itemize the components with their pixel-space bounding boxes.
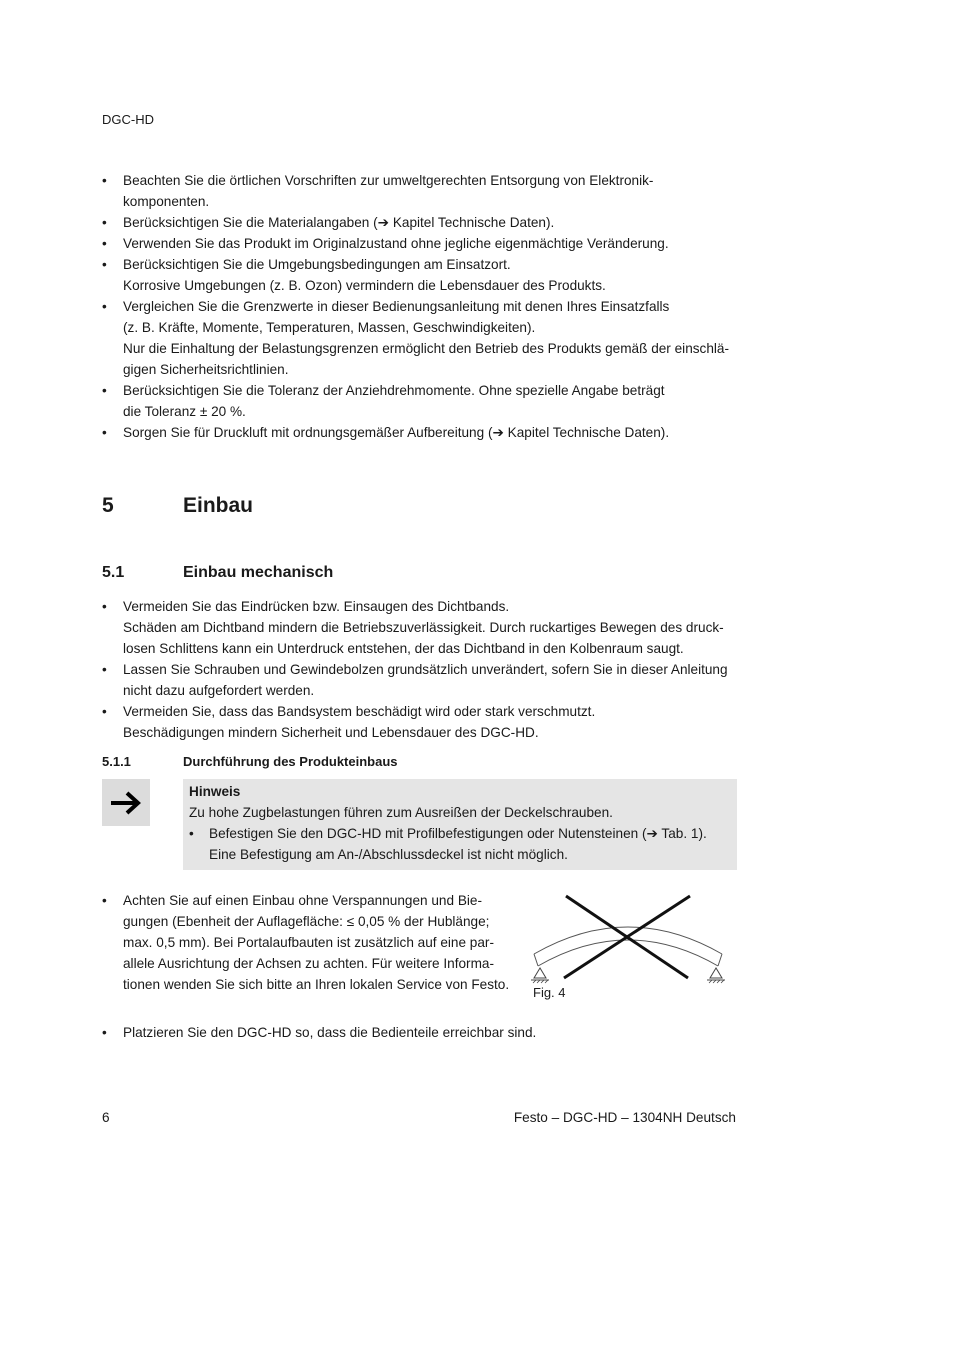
figure-caption: Fig. 4	[533, 985, 566, 1000]
bullet-dot: •	[102, 383, 107, 398]
list-item	[102, 596, 742, 659]
list-item-line: losen Schlittens kann ein Unterdruck entstehen, der das Dichtband in den Kolbenraum saugt.	[123, 641, 684, 656]
list-item	[102, 701, 742, 743]
arrow-right-icon	[109, 790, 143, 816]
subsection-title: Einbau mechanisch	[183, 564, 334, 581]
list-item	[102, 422, 742, 443]
running-header: DGC-HD	[102, 112, 154, 127]
note-box	[183, 779, 737, 870]
list-item-line: Beachten Sie die örtlichen Vorschriften zur umweltgerechten Entsorgung von Elektronik-	[123, 173, 654, 188]
bullet-dot: •	[189, 826, 194, 841]
bullet-dot: •	[102, 257, 107, 272]
list-item	[102, 659, 742, 701]
list-item-line: Lassen Sie Schrauben und Gewindebolzen grundsätzlich unverändert, sofern Sie in dieser Anleitung	[123, 662, 728, 677]
section-title: Einbau	[183, 494, 254, 517]
list-item-line: allele Ausrichtung der Achsen zu achten. Für weitere Informa-	[123, 956, 494, 971]
note-marker	[102, 779, 150, 826]
beam-bottom-edge	[538, 940, 718, 966]
bullet-dot: •	[102, 893, 107, 908]
note-bullet-line: Eine Befestigung am An-/Abschlussdeckel ist nicht möglich.	[209, 847, 568, 862]
list-item-line: Nur die Einhaltung der Belastungsgrenzen ermöglicht den Betrieb des Produkts gemäß der einschlä-	[123, 341, 730, 356]
list-item-line: Berücksichtigen Sie die Toleranz der Anziehdrehmomente. Ohne spezielle Angabe beträgt	[123, 383, 665, 398]
note-bullet-line: Befestigen Sie den DGC-HD mit Profilbefestigungen oder Nutensteinen (➔ Tab. 1).	[209, 826, 707, 841]
list-item-line: Platzieren Sie den DGC-HD so, dass die Bedienteile erreichbar sind.	[123, 1025, 537, 1040]
subsection-number: 5.1	[102, 564, 125, 581]
list-item-line: Berücksichtigen Sie die Umgebungsbedingungen am Einsatzort.	[123, 257, 511, 272]
bullet-dot: •	[102, 1025, 107, 1040]
note-title: Hinweis	[189, 784, 241, 799]
list-item-line: gungen (Ebenheit der Auflagefläche: ≤ 0,05 % der Hublänge;	[123, 914, 490, 929]
list-item-line: Achten Sie auf einen Einbau ohne Verspannungen und Bie-	[123, 893, 483, 908]
bullet-dot: •	[102, 599, 107, 614]
list-item-line: die Toleranz ± 20 %.	[123, 404, 246, 419]
list-item-line: nicht dazu aufgefordert werden.	[123, 683, 315, 698]
list-item-line: Korrosive Umgebungen (z. B. Ozon) vermindern die Lebensdauer des Produkts.	[123, 278, 606, 293]
bullet-dot: •	[102, 236, 107, 251]
list-item	[102, 380, 742, 422]
bullet-dot: •	[102, 173, 107, 188]
bullet-dot: •	[102, 425, 107, 440]
beam-right-end	[718, 954, 722, 966]
right-support-icon	[707, 968, 725, 983]
list-item	[102, 170, 742, 212]
list-item-line: (z. B. Kräfte, Momente, Temperaturen, Massen, Geschwindigkeiten).	[123, 320, 536, 335]
list-item	[102, 212, 742, 233]
bending-illustration	[528, 890, 728, 986]
bullet-dot: •	[102, 215, 107, 230]
bullet-dot: •	[102, 299, 107, 314]
list-item	[102, 1022, 742, 1043]
list-item-line: Berücksichtigen Sie die Materialangaben (➔ Kapitel Technische Daten).	[123, 215, 555, 230]
list-item-line: Vermeiden Sie das Eindrücken bzw. Einsaugen des Dichtbands.	[123, 599, 510, 614]
list-item-line: tionen wenden Sie sich bitte an Ihren lokalen Service von Festo.	[123, 977, 510, 992]
left-support-icon	[531, 968, 549, 983]
list-item	[102, 254, 742, 296]
subsubsection-number: 5.1.1	[102, 754, 131, 769]
list-item-line: Schäden am Dichtband mindern die Betriebszuverlässigkeit. Durch ruckartiges Bewegen des druck-	[123, 620, 724, 635]
note-text: Zu hohe Zugbelastungen führen zum Ausreißen der Deckelschrauben.	[189, 805, 613, 820]
beam-left-end	[534, 954, 538, 966]
list-item	[102, 296, 742, 380]
page-number: 6	[102, 1110, 110, 1125]
list-item	[102, 233, 742, 254]
subsubsection-title: Durchführung des Produkteinbaus	[183, 754, 398, 769]
bullet-dot: •	[102, 662, 107, 677]
section-number: 5	[102, 494, 114, 517]
cross-out-icon	[564, 896, 690, 978]
list-item-line: max. 0,5 mm). Bei Portalaufbauten ist zusätzlich auf eine par-	[123, 935, 494, 950]
list-item	[102, 890, 522, 995]
list-item-line: Beschädigungen mindern Sicherheit und Lebensdauer des DGC-HD.	[123, 725, 539, 740]
list-item-line: gigen Sicherheitsrichtlinien.	[123, 362, 289, 377]
list-item-line: komponenten.	[123, 194, 210, 209]
footer-doc-info: Festo – DGC-HD – 1304NH Deutsch	[513, 1110, 736, 1125]
bullet-dot: •	[102, 704, 107, 719]
list-item-line: Vergleichen Sie die Grenzwerte in dieser Bedienungsanleitung mit denen Ihres Einsatzfalls	[123, 299, 670, 314]
list-item-line: Sorgen Sie für Druckluft mit ordnungsgemäßer Aufbereitung (➔ Kapitel Technische Daten).	[123, 425, 670, 440]
note-bullet	[189, 823, 729, 865]
list-item-line: Vermeiden Sie, dass das Bandsystem beschädigt wird oder stark verschmutzt.	[123, 704, 596, 719]
list-item-line: Verwenden Sie das Produkt im Originalzustand ohne jegliche eigenmächtige Veränderung.	[123, 236, 669, 251]
